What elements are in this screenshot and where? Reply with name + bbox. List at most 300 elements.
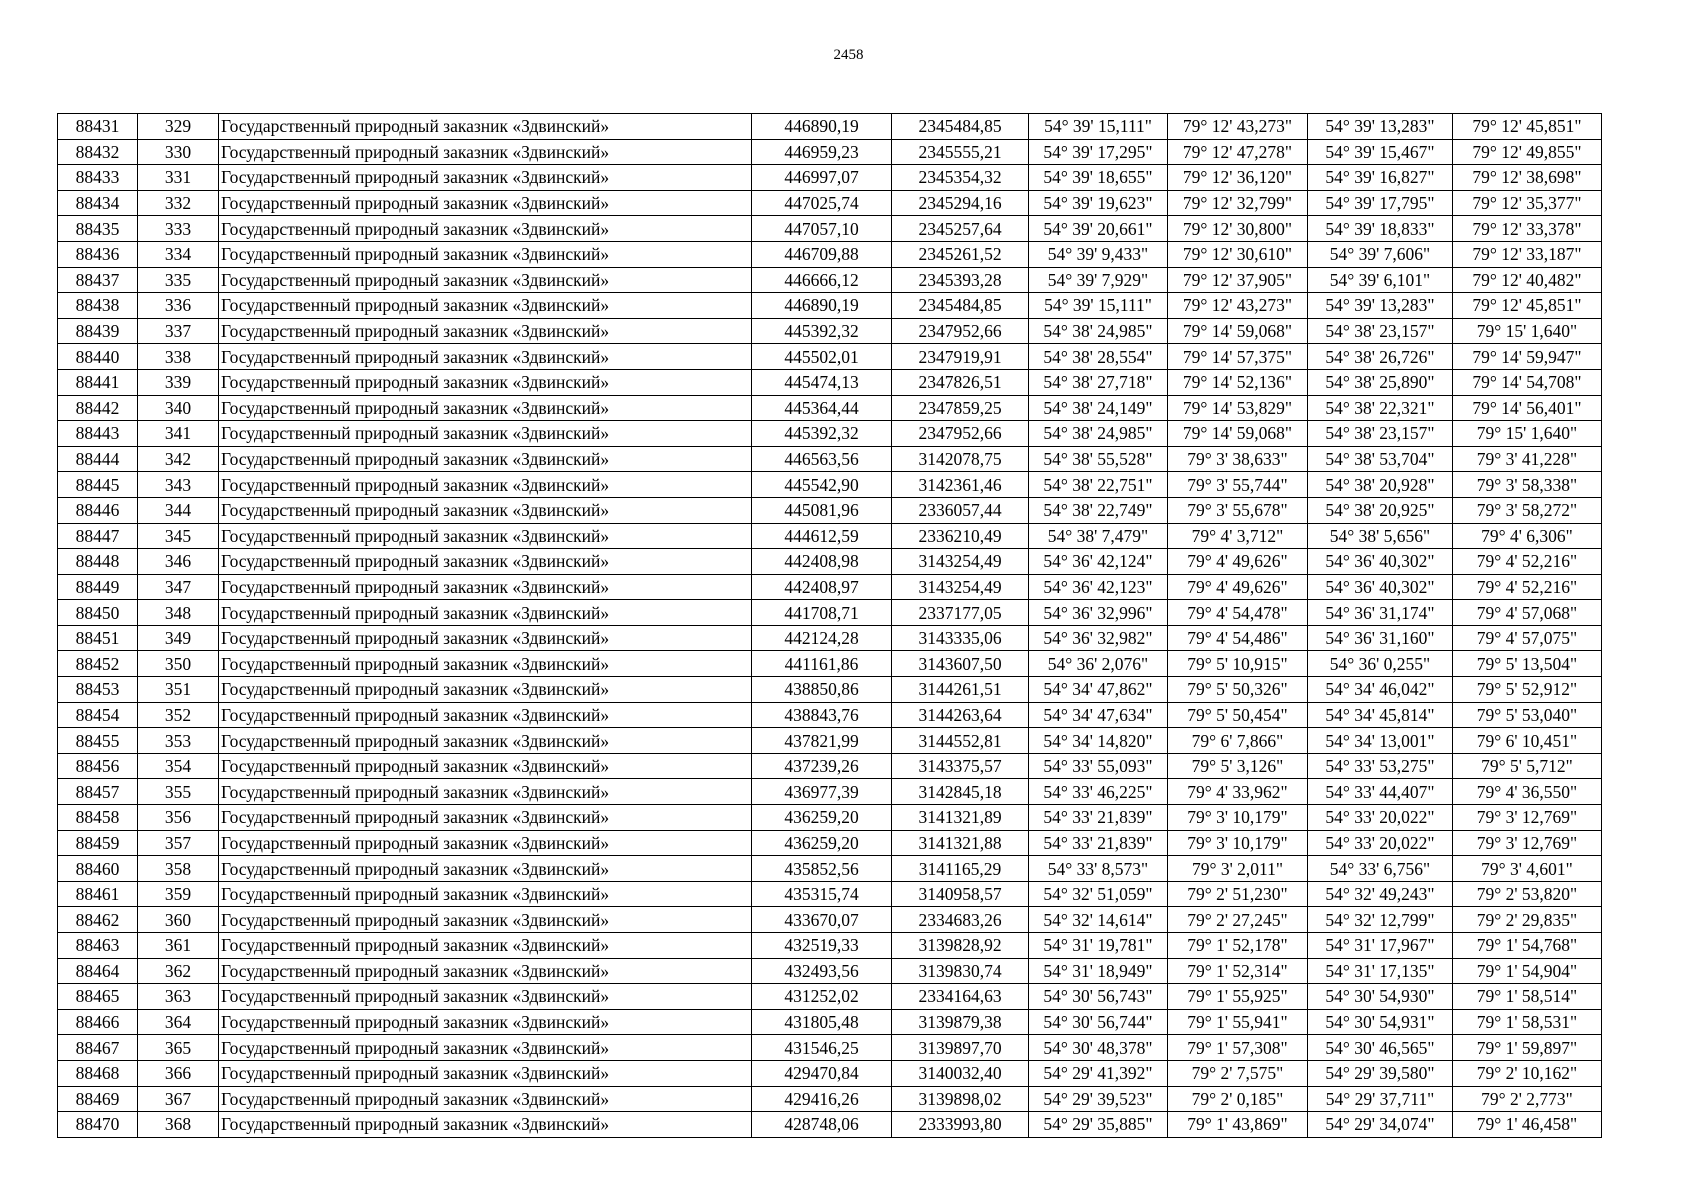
longitude-2-cell: 79° 1' 58,514" [1453,984,1602,1010]
coord-y-cell: 3143375,57 [892,753,1029,779]
coord-y-cell: 3143335,06 [892,625,1029,651]
object-name-cell: Государственный природный заказник «Здвинский» [219,318,752,344]
coord-x-cell: 446709,88 [752,241,892,267]
table-row [58,856,1602,882]
longitude-2-cell: 79° 1' 46,458" [1453,1112,1602,1138]
coord-y-cell: 3143254,49 [892,549,1029,575]
coord-y-cell: 2345261,52 [892,241,1029,267]
longitude-2-cell: 79° 2' 2,773" [1453,1086,1602,1112]
coord-y-cell: 3139828,92 [892,933,1029,959]
point-number-cell: 367 [138,1086,219,1112]
point-number-cell: 357 [138,830,219,856]
point-number-cell: 360 [138,907,219,933]
object-name-cell: Государственный природный заказник «Здвинский» [219,574,752,600]
coord-x-cell: 446959,23 [752,139,892,165]
latitude-2-cell: 54° 38' 26,726" [1308,344,1453,370]
record-id-cell: 88465 [58,984,138,1010]
coord-y-cell: 2336057,44 [892,497,1029,523]
coord-x-cell: 446997,07 [752,165,892,191]
longitude-2-cell: 79° 4' 36,550" [1453,779,1602,805]
latitude-2-cell: 54° 31' 17,967" [1308,933,1453,959]
latitude-2-cell: 54° 38' 20,928" [1308,472,1453,498]
table-row [58,933,1602,959]
latitude-2-cell: 54° 38' 25,890" [1308,369,1453,395]
record-id-cell: 88457 [58,779,138,805]
coord-y-cell: 2345354,32 [892,165,1029,191]
longitude-1-cell: 79° 3' 10,179" [1168,805,1308,831]
point-number-cell: 338 [138,344,219,370]
table-row [58,1035,1602,1061]
longitude-1-cell: 79° 2' 7,575" [1168,1060,1308,1086]
point-number-cell: 346 [138,549,219,575]
coord-x-cell: 433670,07 [752,907,892,933]
record-id-cell: 88450 [58,600,138,626]
longitude-2-cell: 79° 3' 58,272" [1453,497,1602,523]
longitude-1-cell: 79° 12' 32,799" [1168,190,1308,216]
point-number-cell: 364 [138,1009,219,1035]
table-row [58,395,1602,421]
point-number-cell: 340 [138,395,219,421]
object-name-cell: Государственный природный заказник «Здвинский» [219,830,752,856]
coord-y-cell: 3141321,88 [892,830,1029,856]
latitude-1-cell: 54° 39' 19,623" [1029,190,1168,216]
coord-y-cell: 3139898,02 [892,1086,1029,1112]
latitude-1-cell: 54° 36' 42,123" [1029,574,1168,600]
object-name-cell: Государственный природный заказник «Здвинский» [219,881,752,907]
latitude-2-cell: 54° 38' 23,157" [1308,318,1453,344]
record-id-cell: 88466 [58,1009,138,1035]
record-id-cell: 88470 [58,1112,138,1138]
coord-x-cell: 435852,56 [752,856,892,882]
longitude-1-cell: 79° 3' 55,678" [1168,497,1308,523]
longitude-2-cell: 79° 2' 53,820" [1453,881,1602,907]
longitude-2-cell: 79° 3' 41,228" [1453,446,1602,472]
longitude-2-cell: 79° 12' 45,851" [1453,293,1602,319]
longitude-2-cell: 79° 12' 49,855" [1453,139,1602,165]
coord-y-cell: 2337177,05 [892,600,1029,626]
latitude-2-cell: 54° 34' 45,814" [1308,702,1453,728]
longitude-1-cell: 79° 4' 54,486" [1168,625,1308,651]
record-id-cell: 88460 [58,856,138,882]
coord-x-cell: 438843,76 [752,702,892,728]
point-number-cell: 356 [138,805,219,831]
object-name-cell: Государственный природный заказник «Здвинский» [219,702,752,728]
longitude-1-cell: 79° 14' 57,375" [1168,344,1308,370]
coord-x-cell: 437239,26 [752,753,892,779]
table-row [58,318,1602,344]
latitude-2-cell: 54° 38' 53,704" [1308,446,1453,472]
object-name-cell: Государственный природный заказник «Здвинский» [219,549,752,575]
record-id-cell: 88442 [58,395,138,421]
object-name-cell: Государственный природный заказник «Здвинский» [219,369,752,395]
latitude-1-cell: 54° 39' 18,655" [1029,165,1168,191]
coord-x-cell: 447025,74 [752,190,892,216]
latitude-2-cell: 54° 30' 54,930" [1308,984,1453,1010]
point-number-cell: 353 [138,728,219,754]
table-row [58,241,1602,267]
point-number-cell: 358 [138,856,219,882]
table-row [58,753,1602,779]
table-row [58,702,1602,728]
longitude-1-cell: 79° 14' 52,136" [1168,369,1308,395]
longitude-1-cell: 79° 12' 47,278" [1168,139,1308,165]
longitude-1-cell: 79° 5' 50,454" [1168,702,1308,728]
longitude-1-cell: 79° 6' 7,866" [1168,728,1308,754]
table-row [58,190,1602,216]
coord-x-cell: 446890,19 [752,293,892,319]
point-number-cell: 341 [138,421,219,447]
latitude-1-cell: 54° 38' 27,718" [1029,369,1168,395]
coord-y-cell: 2345555,21 [892,139,1029,165]
point-number-cell: 336 [138,293,219,319]
object-name-cell: Государственный природный заказник «Здвинский» [219,267,752,293]
record-id-cell: 88447 [58,523,138,549]
table-row [58,139,1602,165]
latitude-1-cell: 54° 39' 15,111" [1029,114,1168,140]
longitude-1-cell: 79° 14' 59,068" [1168,421,1308,447]
longitude-1-cell: 79° 1' 52,178" [1168,933,1308,959]
record-id-cell: 88449 [58,574,138,600]
point-number-cell: 335 [138,267,219,293]
latitude-2-cell: 54° 39' 17,795" [1308,190,1453,216]
table-row [58,651,1602,677]
point-number-cell: 343 [138,472,219,498]
longitude-2-cell: 79° 12' 35,377" [1453,190,1602,216]
longitude-1-cell: 79° 12' 30,800" [1168,216,1308,242]
coord-y-cell: 2347952,66 [892,318,1029,344]
coord-x-cell: 447057,10 [752,216,892,242]
longitude-2-cell: 79° 5' 52,912" [1453,677,1602,703]
page-number: 2458 [833,47,864,63]
latitude-1-cell: 54° 36' 2,076" [1029,651,1168,677]
latitude-2-cell: 54° 33' 6,756" [1308,856,1453,882]
longitude-2-cell: 79° 14' 56,401" [1453,395,1602,421]
table-row [58,497,1602,523]
object-name-cell: Государственный природный заказник «Здвинский» [219,677,752,703]
coord-x-cell: 445081,96 [752,497,892,523]
coord-y-cell: 2345257,64 [892,216,1029,242]
coord-y-cell: 3142845,18 [892,779,1029,805]
table-row [58,1009,1602,1035]
coord-x-cell: 442124,28 [752,625,892,651]
table-row [58,881,1602,907]
latitude-1-cell: 54° 38' 24,149" [1029,395,1168,421]
table-row [58,984,1602,1010]
coord-y-cell: 2347859,25 [892,395,1029,421]
longitude-1-cell: 79° 14' 59,068" [1168,318,1308,344]
table-row [58,830,1602,856]
table-row [58,805,1602,831]
coord-y-cell: 2347919,91 [892,344,1029,370]
record-id-cell: 88458 [58,805,138,831]
object-name-cell: Государственный природный заказник «Здвинский» [219,753,752,779]
coord-y-cell: 3144552,81 [892,728,1029,754]
longitude-1-cell: 79° 12' 43,273" [1168,293,1308,319]
table-row [58,907,1602,933]
latitude-1-cell: 54° 34' 14,820" [1029,728,1168,754]
table-row [58,677,1602,703]
latitude-1-cell: 54° 39' 20,661" [1029,216,1168,242]
coord-y-cell: 2334164,63 [892,984,1029,1010]
table-row [58,574,1602,600]
latitude-2-cell: 54° 30' 54,931" [1308,1009,1453,1035]
latitude-1-cell: 54° 29' 35,885" [1029,1112,1168,1138]
longitude-1-cell: 79° 5' 50,326" [1168,677,1308,703]
point-number-cell: 350 [138,651,219,677]
record-id-cell: 88468 [58,1060,138,1086]
latitude-1-cell: 54° 29' 41,392" [1029,1060,1168,1086]
latitude-2-cell: 54° 38' 22,321" [1308,395,1453,421]
longitude-2-cell: 79° 12' 45,851" [1453,114,1602,140]
record-id-cell: 88434 [58,190,138,216]
point-number-cell: 365 [138,1035,219,1061]
record-id-cell: 88437 [58,267,138,293]
longitude-2-cell: 79° 1' 54,768" [1453,933,1602,959]
record-id-cell: 88446 [58,497,138,523]
latitude-1-cell: 54° 36' 32,982" [1029,625,1168,651]
longitude-2-cell: 79° 2' 29,835" [1453,907,1602,933]
latitude-2-cell: 54° 39' 13,283" [1308,293,1453,319]
latitude-2-cell: 54° 39' 16,827" [1308,165,1453,191]
table-row [58,293,1602,319]
table-row [58,1112,1602,1138]
object-name-cell: Государственный природный заказник «Здвинский» [219,805,752,831]
point-number-cell: 330 [138,139,219,165]
longitude-1-cell: 79° 2' 51,230" [1168,881,1308,907]
table-row [58,523,1602,549]
latitude-2-cell: 54° 29' 37,711" [1308,1086,1453,1112]
coord-x-cell: 428748,06 [752,1112,892,1138]
point-number-cell: 352 [138,702,219,728]
object-name-cell: Государственный природный заказник «Здвинский» [219,114,752,140]
latitude-1-cell: 54° 38' 22,749" [1029,497,1168,523]
table-row [58,779,1602,805]
latitude-2-cell: 54° 36' 31,174" [1308,600,1453,626]
object-name-cell: Государственный природный заказник «Здвинский» [219,241,752,267]
coord-y-cell: 2345484,85 [892,114,1029,140]
object-name-cell: Государственный природный заказник «Здвинский» [219,933,752,959]
coord-x-cell: 445474,13 [752,369,892,395]
latitude-1-cell: 54° 33' 21,839" [1029,805,1168,831]
latitude-2-cell: 54° 36' 31,160" [1308,625,1453,651]
longitude-1-cell: 79° 3' 55,744" [1168,472,1308,498]
record-id-cell: 88463 [58,933,138,959]
coordinates-table [57,113,1602,1138]
longitude-2-cell: 79° 14' 54,708" [1453,369,1602,395]
record-id-cell: 88436 [58,241,138,267]
object-name-cell: Государственный природный заказник «Здвинский» [219,395,752,421]
coord-y-cell: 3139830,74 [892,958,1029,984]
latitude-2-cell: 54° 33' 53,275" [1308,753,1453,779]
object-name-cell: Государственный природный заказник «Здвинский» [219,779,752,805]
record-id-cell: 88461 [58,881,138,907]
latitude-1-cell: 54° 39' 17,295" [1029,139,1168,165]
record-id-cell: 88453 [58,677,138,703]
point-number-cell: 359 [138,881,219,907]
object-name-cell: Государственный природный заказник «Здвинский» [219,958,752,984]
object-name-cell: Государственный природный заказник «Здвинский» [219,497,752,523]
record-id-cell: 88459 [58,830,138,856]
latitude-1-cell: 54° 33' 21,839" [1029,830,1168,856]
latitude-1-cell: 54° 38' 7,479" [1029,523,1168,549]
longitude-1-cell: 79° 1' 52,314" [1168,958,1308,984]
coord-x-cell: 438850,86 [752,677,892,703]
record-id-cell: 88452 [58,651,138,677]
latitude-2-cell: 54° 36' 0,255" [1308,651,1453,677]
table-row [58,625,1602,651]
latitude-1-cell: 54° 39' 7,929" [1029,267,1168,293]
latitude-2-cell: 54° 38' 20,925" [1308,497,1453,523]
longitude-1-cell: 79° 5' 10,915" [1168,651,1308,677]
point-number-cell: 334 [138,241,219,267]
coord-x-cell: 446563,56 [752,446,892,472]
object-name-cell: Государственный природный заказник «Здвинский» [219,651,752,677]
longitude-1-cell: 79° 2' 0,185" [1168,1086,1308,1112]
longitude-2-cell: 79° 4' 57,075" [1453,625,1602,651]
record-id-cell: 88443 [58,421,138,447]
latitude-1-cell: 54° 31' 18,949" [1029,958,1168,984]
latitude-2-cell: 54° 39' 15,467" [1308,139,1453,165]
latitude-2-cell: 54° 39' 18,833" [1308,216,1453,242]
object-name-cell: Государственный природный заказник «Здвинский» [219,1009,752,1035]
record-id-cell: 88462 [58,907,138,933]
record-id-cell: 88464 [58,958,138,984]
point-number-cell: 368 [138,1112,219,1138]
coord-x-cell: 431252,02 [752,984,892,1010]
point-number-cell: 337 [138,318,219,344]
latitude-2-cell: 54° 30' 46,565" [1308,1035,1453,1061]
latitude-2-cell: 54° 38' 23,157" [1308,421,1453,447]
table-row [58,446,1602,472]
coord-y-cell: 3139879,38 [892,1009,1029,1035]
latitude-1-cell: 54° 38' 28,554" [1029,344,1168,370]
coord-y-cell: 3141165,29 [892,856,1029,882]
table-row [58,421,1602,447]
longitude-1-cell: 79° 14' 53,829" [1168,395,1308,421]
coord-y-cell: 3140958,57 [892,881,1029,907]
longitude-1-cell: 79° 12' 30,610" [1168,241,1308,267]
longitude-2-cell: 79° 5' 13,504" [1453,651,1602,677]
longitude-1-cell: 79° 12' 36,120" [1168,165,1308,191]
object-name-cell: Государственный природный заказник «Здвинский» [219,139,752,165]
coord-x-cell: 444612,59 [752,523,892,549]
object-name-cell: Государственный природный заказник «Здвинский» [219,472,752,498]
object-name-cell: Государственный природный заказник «Здвинский» [219,856,752,882]
longitude-2-cell: 79° 4' 52,216" [1453,574,1602,600]
coord-x-cell: 429416,26 [752,1086,892,1112]
longitude-1-cell: 79° 3' 2,011" [1168,856,1308,882]
point-number-cell: 332 [138,190,219,216]
latitude-2-cell: 54° 33' 20,022" [1308,805,1453,831]
longitude-1-cell: 79° 1' 57,308" [1168,1035,1308,1061]
coord-x-cell: 431805,48 [752,1009,892,1035]
coord-x-cell: 445392,32 [752,318,892,344]
table-row [58,369,1602,395]
latitude-2-cell: 54° 32' 12,799" [1308,907,1453,933]
point-number-cell: 347 [138,574,219,600]
longitude-2-cell: 79° 12' 33,187" [1453,241,1602,267]
longitude-2-cell: 79° 6' 10,451" [1453,728,1602,754]
latitude-1-cell: 54° 33' 55,093" [1029,753,1168,779]
longitude-1-cell: 79° 1' 55,941" [1168,1009,1308,1035]
longitude-2-cell: 79° 12' 40,482" [1453,267,1602,293]
record-id-cell: 88448 [58,549,138,575]
object-name-cell: Государственный природный заказник «Здвинский» [219,600,752,626]
point-number-cell: 331 [138,165,219,191]
latitude-1-cell: 54° 38' 24,985" [1029,421,1168,447]
latitude-1-cell: 54° 31' 19,781" [1029,933,1168,959]
object-name-cell: Государственный природный заказник «Здвинский» [219,1060,752,1086]
object-name-cell: Государственный природный заказник «Здвинский» [219,523,752,549]
latitude-2-cell: 54° 36' 40,302" [1308,574,1453,600]
coord-y-cell: 2345294,16 [892,190,1029,216]
coord-y-cell: 2334683,26 [892,907,1029,933]
coord-x-cell: 446890,19 [752,114,892,140]
longitude-1-cell: 79° 4' 33,962" [1168,779,1308,805]
point-number-cell: 342 [138,446,219,472]
table-row [58,165,1602,191]
record-id-cell: 88433 [58,165,138,191]
object-name-cell: Государственный природный заказник «Здвинский» [219,293,752,319]
longitude-2-cell: 79° 12' 38,698" [1453,165,1602,191]
longitude-2-cell: 79° 5' 53,040" [1453,702,1602,728]
record-id-cell: 88455 [58,728,138,754]
longitude-2-cell: 79° 4' 6,306" [1453,523,1602,549]
latitude-1-cell: 54° 30' 56,743" [1029,984,1168,1010]
coord-y-cell: 3142361,46 [892,472,1029,498]
latitude-1-cell: 54° 39' 15,111" [1029,293,1168,319]
latitude-2-cell: 54° 38' 5,656" [1308,523,1453,549]
coord-y-cell: 3139897,70 [892,1035,1029,1061]
longitude-1-cell: 79° 4' 49,626" [1168,574,1308,600]
table-row [58,549,1602,575]
point-number-cell: 354 [138,753,219,779]
point-number-cell: 339 [138,369,219,395]
object-name-cell: Государственный природный заказник «Здвинский» [219,165,752,191]
object-name-cell: Государственный природный заказник «Здвинский» [219,344,752,370]
coord-x-cell: 436259,20 [752,830,892,856]
record-id-cell: 88435 [58,216,138,242]
point-number-cell: 333 [138,216,219,242]
longitude-2-cell: 79° 1' 58,531" [1453,1009,1602,1035]
coord-y-cell: 3143607,50 [892,651,1029,677]
point-number-cell: 363 [138,984,219,1010]
object-name-cell: Государственный природный заказник «Здвинский» [219,1035,752,1061]
coord-x-cell: 429470,84 [752,1060,892,1086]
record-id-cell: 88454 [58,702,138,728]
latitude-1-cell: 54° 34' 47,634" [1029,702,1168,728]
latitude-1-cell: 54° 34' 47,862" [1029,677,1168,703]
coord-y-cell: 2347952,66 [892,421,1029,447]
latitude-2-cell: 54° 31' 17,135" [1308,958,1453,984]
coord-x-cell: 442408,97 [752,574,892,600]
object-name-cell: Государственный природный заказник «Здвинский» [219,1112,752,1138]
coord-y-cell: 2347826,51 [892,369,1029,395]
coord-x-cell: 437821,99 [752,728,892,754]
latitude-2-cell: 54° 32' 49,243" [1308,881,1453,907]
coord-y-cell: 2345393,28 [892,267,1029,293]
table-row [58,114,1602,140]
table-row [58,267,1602,293]
coord-x-cell: 436977,39 [752,779,892,805]
coord-y-cell: 2333993,80 [892,1112,1029,1138]
longitude-1-cell: 79° 1' 55,925" [1168,984,1308,1010]
point-number-cell: 361 [138,933,219,959]
longitude-1-cell: 79° 3' 10,179" [1168,830,1308,856]
object-name-cell: Государственный природный заказник «Здвинский» [219,625,752,651]
record-id-cell: 88432 [58,139,138,165]
latitude-2-cell: 54° 39' 6,101" [1308,267,1453,293]
